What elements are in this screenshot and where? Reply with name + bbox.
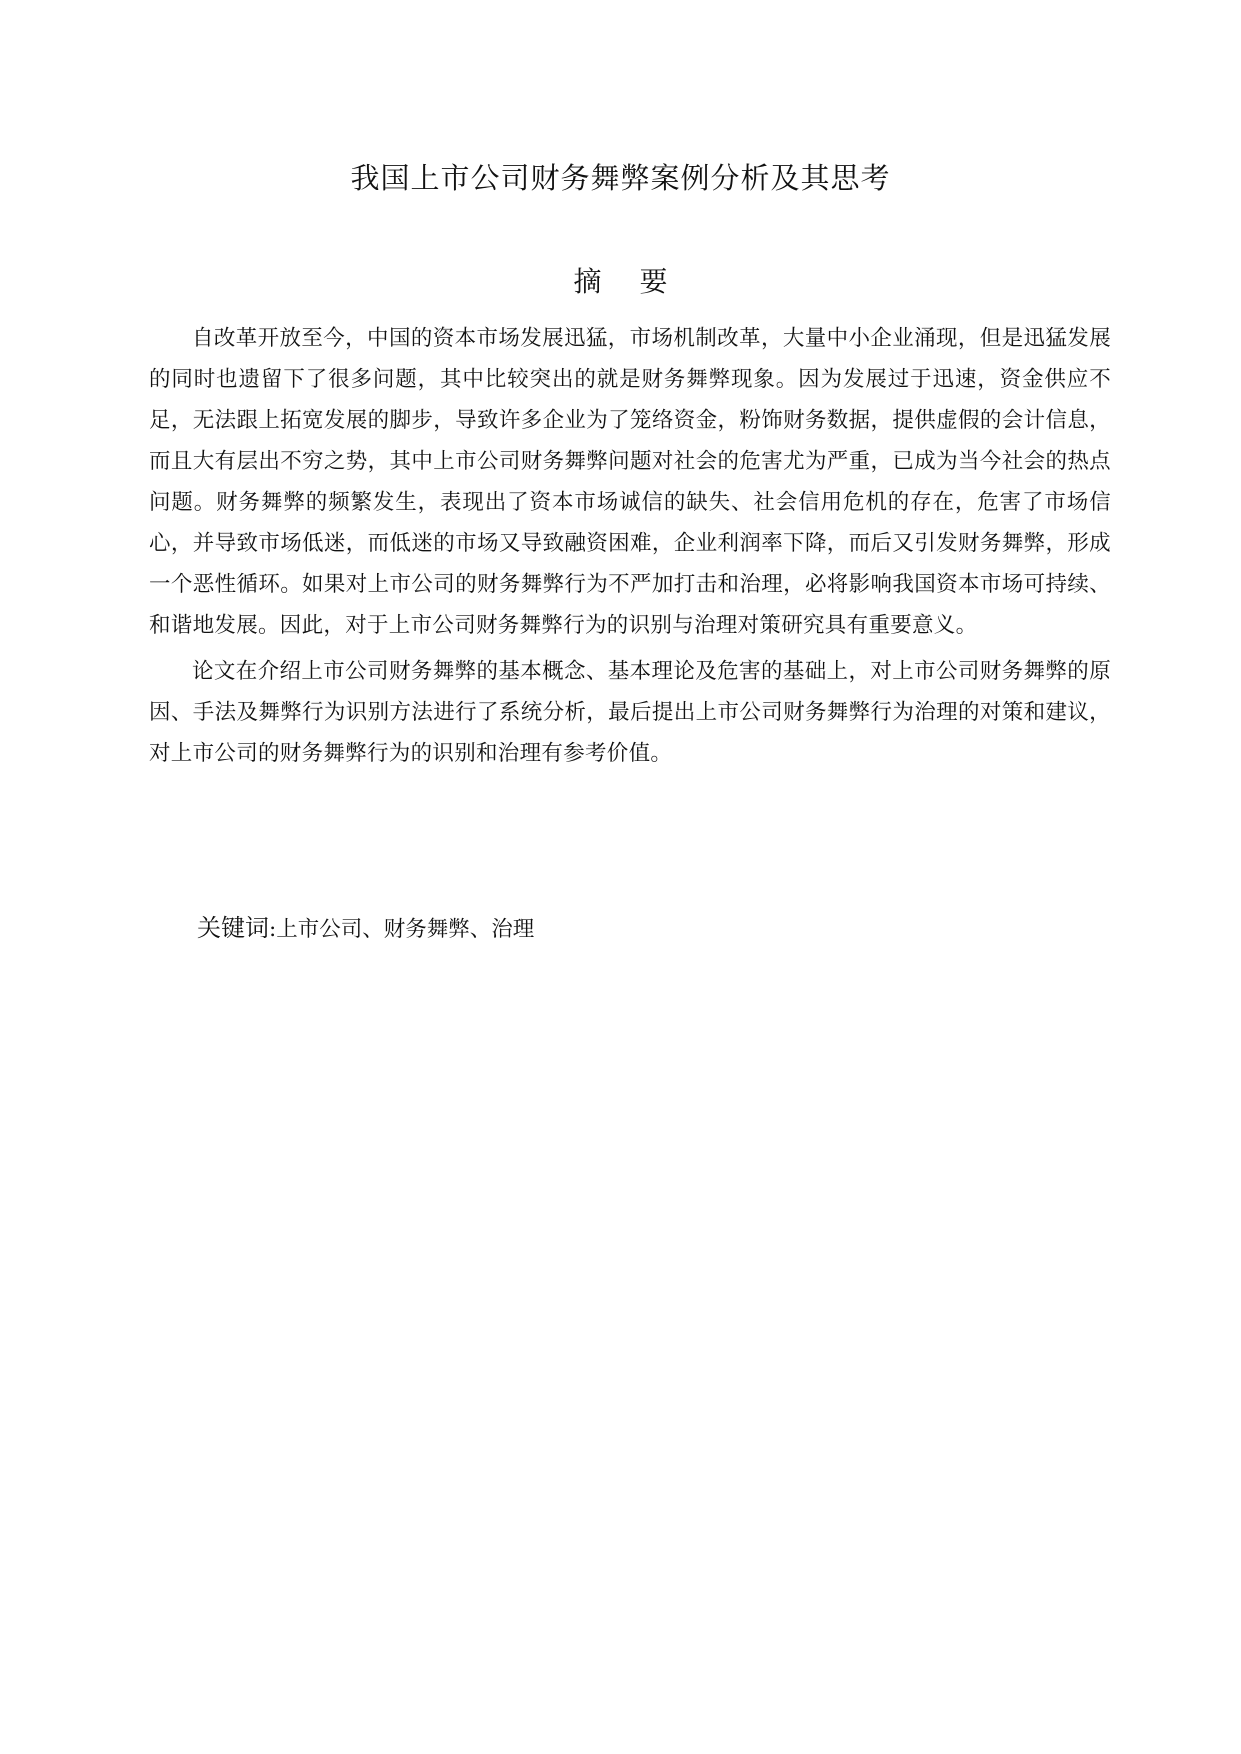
abstract-heading: [0, 262, 1241, 302]
keywords-separator: :: [269, 917, 277, 942]
abstract-paragraph-1: 自改革开放至今，中国的资本市场发展迅猛，市场机制改革，大量中小企业涌现，但是迅猛发展的同时也遗留下了很多问题，其中比较突出的就是财务舞弊现象。因为发展过于迅速，资金供应不足，无法跟上拓宽发展的脚步，导致许多企业为了笼络资金，粉饰财务数据，提供虚假的会计信息，而且大有层出不穷之势，其中上市公司财务舞弊问题对社会的危害尤为严重，已成为当今社会的热点问题。财务舞弊的频繁发生，表现出了资本市场诚信的缺失、社会信用危机的存在，危害了市场信心，并导致市场低迷，而低迷的市场又导致融资困难，企业利润率下降，而后又引发财务舞弊，形成一个恶性循环。如果对上市公司的财务舞弊行为不严加打击和治理，必将影响我国资本市场可持续、和谐地发展。因此，对于上市公司财务舞弊行为的识别与治理对策研究具有重要意义。: [149, 326, 1111, 638]
keywords-value: 上市公司、财务舞弊、治理: [276, 917, 535, 942]
paper-title: 我国上市公司财务舞弊案例分析及其思考: [350, 161, 891, 195]
abstract-heading-char-2: 要: [639, 265, 668, 298]
keywords-line: [197, 908, 534, 950]
abstract-body: [149, 318, 1111, 774]
abstract-paragraph-2: 论文在介绍上市公司财务舞弊的基本概念、基本理论及危害的基础上，对上市公司财务舞弊的原因、手法及舞弊行为识别方法进行了系统分析，最后提出上市公司财务舞弊行为治理的对策和建议，对上市公司的财务舞弊行为的识别和治理有参考价值。: [149, 659, 1111, 766]
abstract-heading-char-1: 摘: [573, 265, 602, 298]
keywords-label: 关键词: [197, 914, 269, 942]
